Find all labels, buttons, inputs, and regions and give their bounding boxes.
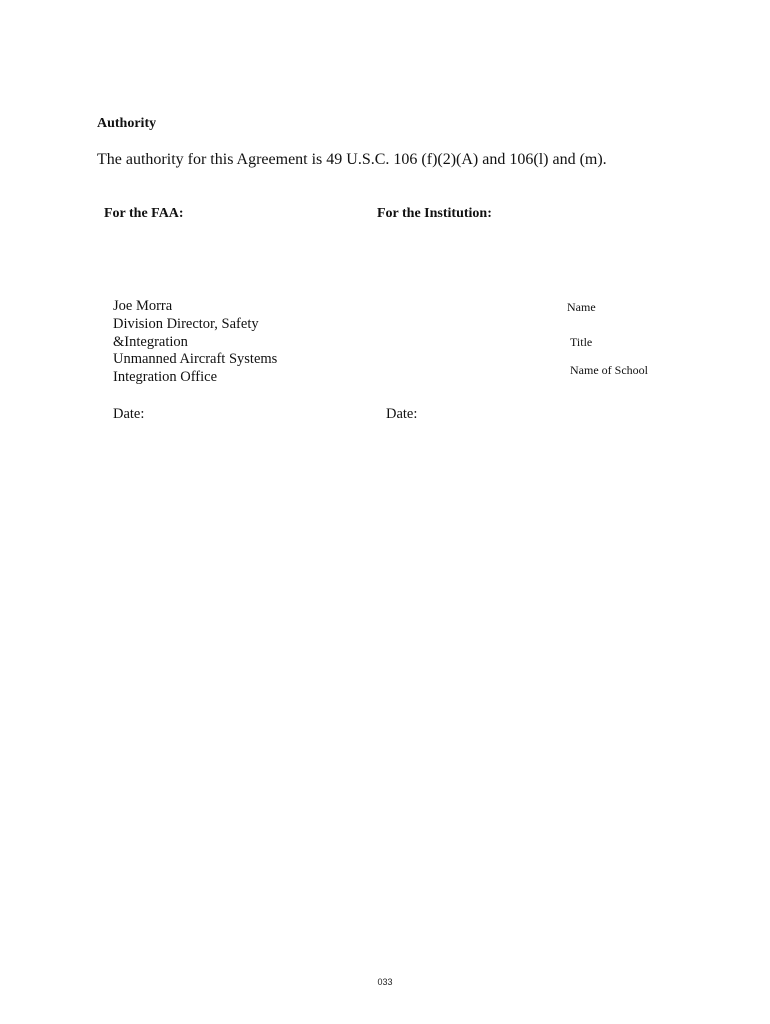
institution-date-label: Date: <box>386 406 418 422</box>
institution-school-label: Name of School <box>570 363 648 377</box>
faa-heading: For the FAA: <box>104 206 184 221</box>
signer-office-line-2: Integration Office <box>113 369 218 386</box>
faa-signer-block <box>113 298 277 387</box>
faa-date-label: Date: <box>113 406 145 422</box>
institution-heading: For the Institution: <box>377 206 492 221</box>
signer-office-line-1: Unmanned Aircraft Systems <box>113 351 278 368</box>
signer-title-line-2: &Integration <box>113 333 188 350</box>
institution-title-label: Title <box>570 335 593 349</box>
signer-title-line-1: Division Director, Safety <box>113 315 259 332</box>
page-number: 033 <box>377 977 393 987</box>
authority-statement: The authority for this Agreement is 49 U.S.C. 106 (f)(2)(A) and 106(l) and (m). <box>97 151 607 168</box>
signer-name: Joe Morra <box>113 298 173 314</box>
institution-name-label: Name <box>567 300 596 314</box>
section-heading: Authority <box>97 116 157 131</box>
